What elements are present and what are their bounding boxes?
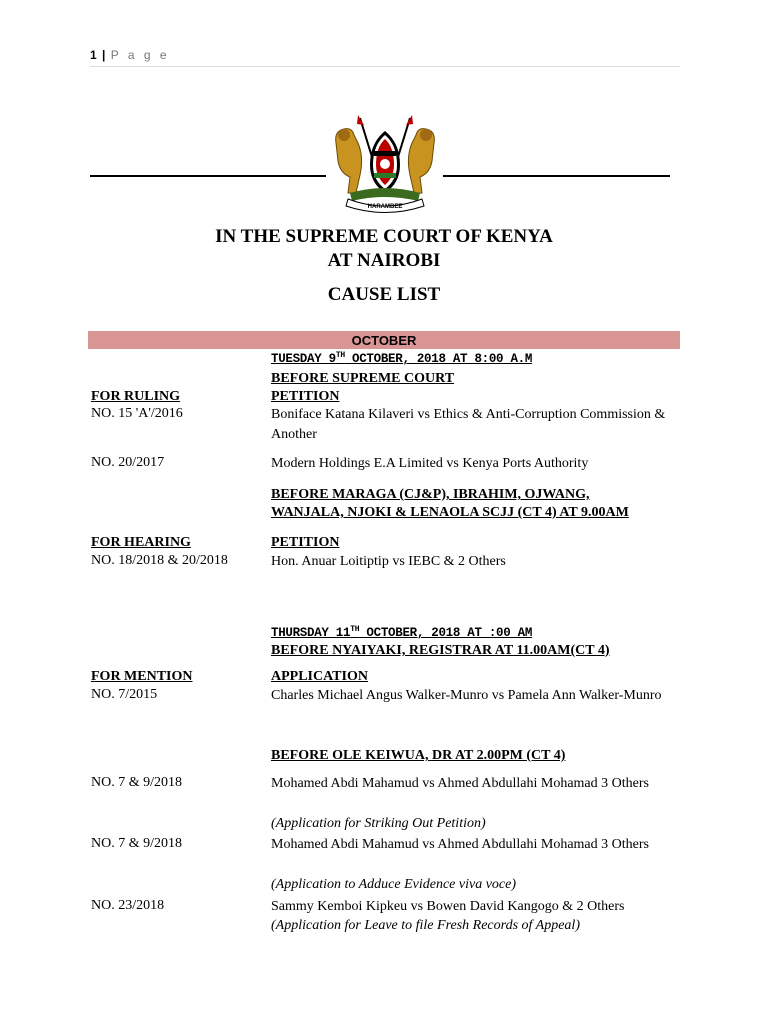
case-number: NO. 18/2018 & 20/2018 bbox=[91, 553, 228, 568]
bench-heading-maraga-line1: BEFORE MARAGA (CJ&P), IBRAHIM, OJWANG, bbox=[271, 487, 590, 502]
case-type-application: APPLICATION bbox=[271, 669, 368, 684]
cause-list-title: CAUSE LIST bbox=[327, 284, 441, 305]
application-note: (Application for Leave to file Fresh Records of Appeal) bbox=[271, 918, 580, 933]
category-for-mention: FOR MENTION bbox=[91, 669, 193, 684]
case-type-petition: PETITION bbox=[271, 535, 340, 550]
page-number: 1 bbox=[90, 48, 98, 62]
case-number: NO. 7 & 9/2018 bbox=[91, 836, 182, 851]
court-location: AT NAIROBI bbox=[327, 250, 441, 271]
category-for-hearing: FOR HEARING bbox=[91, 535, 191, 550]
case-parties: Charles Michael Angus Walker-Munro vs Pamela Ann Walker-Munro bbox=[271, 688, 662, 703]
page-word: P a g e bbox=[110, 48, 170, 62]
coat-of-arms-icon bbox=[330, 113, 440, 218]
case-number: NO. 7/2015 bbox=[91, 687, 158, 702]
court-title: IN THE SUPREME COURT OF KENYA bbox=[215, 226, 553, 247]
bench-heading-nyaiyaki: BEFORE NYAIYAKI, REGISTRAR AT 11.00AM(CT 4) bbox=[271, 643, 610, 658]
date-heading-tuesday: TUESDAY 9TH OCTOBER, 2018 AT 8:00 A.M bbox=[271, 351, 533, 367]
case-number: NO. 15 'A'/2016 bbox=[91, 406, 183, 421]
case-parties: Mohamed Abdi Mahamud vs Ahmed Abdullahi Mohamad 3 Others bbox=[271, 837, 649, 852]
application-note: (Application to Adduce Evidence viva voce) bbox=[271, 877, 517, 892]
bench-heading-ole-keiwua: BEFORE OLE KEIWUA, DR AT 2.00PM (CT 4) bbox=[271, 748, 566, 763]
crest-motto: HARAMBEE bbox=[367, 204, 403, 210]
case-parties: Sammy Kemboi Kipkeu vs Bowen David Kangogo & 2 Others bbox=[271, 899, 625, 914]
header-divider bbox=[90, 66, 680, 67]
page-separator: | bbox=[102, 48, 107, 62]
case-parties: Modern Holdings E.A Limited vs Kenya Ports Authority bbox=[271, 456, 589, 471]
bench-heading-maraga-line2: WANJALA, NJOKI & LENAOLA SCJJ (CT 4) AT 9.00AM bbox=[271, 505, 629, 520]
case-parties: Hon. Anuar Loitiptip vs IEBC & 2 Others bbox=[271, 554, 506, 569]
case-parties: Boniface Katana Kilaveri vs Ethics & Anti-Corruption Commission & Another bbox=[271, 407, 666, 442]
page-number-header bbox=[90, 48, 170, 62]
case-number: NO. 20/2017 bbox=[91, 455, 165, 470]
case-parties: Mohamed Abdi Mahamud vs Ahmed Abdullahi Mohamad 3 Others bbox=[271, 776, 649, 791]
category-for-ruling: FOR RULING bbox=[91, 389, 181, 404]
month-banner: OCTOBER bbox=[88, 331, 680, 349]
application-note: (Application for Striking Out Petition) bbox=[271, 816, 486, 831]
case-type-petition: PETITION bbox=[271, 389, 340, 404]
left-rule bbox=[90, 175, 326, 177]
right-rule bbox=[443, 175, 670, 177]
case-number: NO. 7 & 9/2018 bbox=[91, 775, 182, 790]
case-number: NO. 23/2018 bbox=[91, 898, 165, 913]
date-heading-thursday: THURSDAY 11TH OCTOBER, 2018 AT :00 AM bbox=[271, 625, 533, 641]
bench-heading-supreme-court: BEFORE SUPREME COURT bbox=[271, 371, 455, 386]
